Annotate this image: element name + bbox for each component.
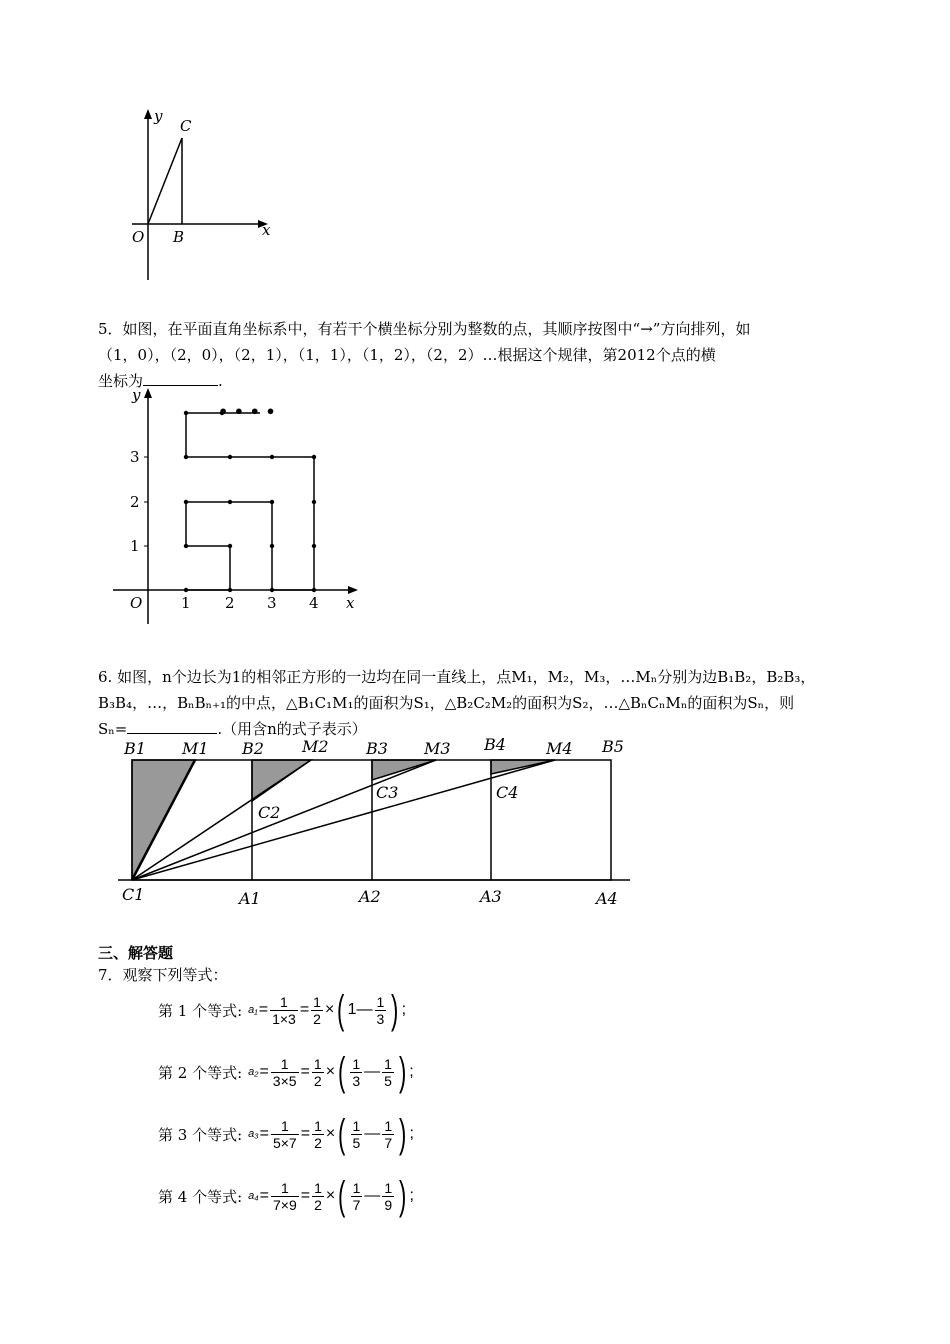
q6-line1: [98, 664, 815, 690]
denominator: 5: [384, 1072, 392, 1089]
fig1-b-label: B: [173, 228, 185, 246]
minus-sign: —: [364, 1063, 381, 1080]
fig1-x-label: x: [262, 221, 271, 239]
close-paren: ): [399, 1174, 407, 1218]
fraction: [312, 1180, 324, 1213]
fraction: [270, 994, 298, 1027]
q7-intro: 7．观察下列等式：: [98, 966, 228, 984]
equation-var: a₃: [248, 1128, 259, 1140]
section-title: 三、解答题: [98, 944, 174, 962]
equation-label: 第 1 个等式:: [158, 1001, 243, 1020]
denominator: 3×5: [272, 1072, 297, 1089]
semicolon: ;: [409, 1187, 414, 1204]
numerator: 1: [384, 1055, 392, 1072]
fig2-xtick-3: 3: [267, 594, 277, 612]
fig3-label-b2: B2: [242, 739, 264, 758]
fig3-label-c3: C3: [376, 783, 399, 802]
numerator: 1: [280, 1117, 289, 1134]
fig2-x-label: x: [346, 594, 355, 612]
semicolon: ;: [409, 1125, 414, 1142]
denominator: 7: [384, 1134, 393, 1151]
fig2-ytick-3: 3: [130, 448, 140, 466]
semicolon: ;: [409, 1063, 414, 1080]
fraction: [271, 1180, 299, 1213]
numerator: 1: [352, 1117, 361, 1134]
numerator: 1: [352, 1055, 361, 1072]
fig3-label-b5: B5: [602, 737, 624, 756]
numerator: 1: [313, 1055, 322, 1072]
fig2-ytick-2: 2: [130, 493, 140, 511]
fig3-label-b3: B3: [366, 739, 388, 758]
fig2-xtick-4: 4: [309, 594, 319, 612]
q6-line2: [98, 690, 794, 716]
q6-text-2: B₃B₄，…，BₙBₙ₊₁的中点，△B₁C₁M₁的面积为S₁，△B₂C₂M₂的面积为S₂，…△BₙCₙMₙ的面积为Sₙ，则: [98, 694, 795, 712]
denominator: 7×9: [273, 1196, 297, 1213]
open-paren: (: [338, 1174, 346, 1218]
q5-line2: [98, 342, 716, 368]
times-sign: ×: [324, 1001, 335, 1018]
fig3-label-a4: A4: [596, 889, 618, 908]
close-paren: ): [391, 988, 399, 1032]
open-paren: (: [338, 1112, 346, 1156]
fig3-label-a2: A2: [359, 887, 381, 906]
fraction: [351, 1118, 363, 1151]
times-sign: ×: [325, 1063, 336, 1080]
fig3-label-a1: A1: [239, 889, 261, 908]
numerator: 1: [280, 1055, 289, 1072]
equation-var: a₁: [248, 1004, 258, 1016]
fraction: [312, 1056, 324, 1089]
figure-squares: [118, 734, 638, 914]
equals-sign: =: [299, 1001, 310, 1018]
q5-line1: [98, 316, 750, 342]
numerator: 1: [376, 993, 385, 1010]
q5-text-1: 5．如图，在平面直角坐标系中，有若干个横坐标分别为整数的点，其顺序按图中“→”方向排列，如: [98, 320, 751, 338]
numerator: 1: [384, 1117, 393, 1134]
q6-answer-blank[interactable]: [127, 717, 217, 734]
equation-var: a₄: [248, 1190, 259, 1202]
equals-sign: =: [259, 1063, 269, 1080]
denominator: 7: [352, 1196, 361, 1213]
equation-3: [158, 1114, 414, 1154]
fig3-label-b1: B1: [124, 739, 146, 758]
minus-sign: —: [364, 1125, 381, 1142]
denominator: 9: [384, 1196, 393, 1213]
open-paren: (: [338, 1050, 346, 1094]
close-paren: ): [399, 1112, 407, 1156]
semicolon: ;: [401, 1001, 407, 1018]
denominator: 5: [352, 1134, 361, 1151]
q5-text-3: 坐标为: [98, 372, 144, 390]
equals-sign: =: [259, 1125, 269, 1142]
lead-term: 1: [347, 1001, 357, 1018]
fig3-label-c1: C1: [122, 885, 145, 904]
fig2-xtick-1: 1: [181, 594, 191, 612]
fig3-label-c4: C4: [496, 783, 519, 802]
minus-sign: —: [356, 1001, 373, 1018]
fig2-ytick-1: 1: [130, 537, 140, 555]
equals-sign: =: [300, 1125, 311, 1142]
numerator: 1: [352, 1179, 361, 1196]
fraction: [311, 994, 323, 1027]
denominator: 3: [376, 1010, 385, 1027]
fraction: [351, 1180, 363, 1213]
fig3-label-m4: M4: [546, 739, 573, 758]
equation-4: [158, 1176, 414, 1216]
fig2-y-label: y: [132, 386, 141, 404]
fraction: [382, 1056, 394, 1089]
fig1-o-label: O: [132, 228, 145, 246]
denominator: 2: [314, 1196, 322, 1213]
figure-triangle-axes: [120, 105, 280, 285]
fig3-label-a3: A3: [480, 887, 502, 906]
denominator: 5×7: [272, 1134, 297, 1151]
numerator: 1: [280, 1179, 289, 1196]
denominator: 1×3: [272, 1010, 296, 1027]
fig3-label-c2: C2: [258, 803, 281, 822]
numerator: 1: [280, 993, 288, 1010]
numerator: 1: [314, 1179, 322, 1196]
fig1-y-label: y: [154, 107, 163, 125]
fraction: [271, 1056, 299, 1089]
equation-1: [158, 990, 406, 1030]
denominator: 2: [313, 1010, 321, 1027]
fig3-label-m3: M3: [424, 739, 451, 758]
equals-sign: =: [259, 1187, 270, 1204]
figure-point-path: [108, 384, 368, 634]
numerator: 1: [313, 993, 321, 1010]
fraction: [312, 1118, 324, 1151]
fig1-c-label: C: [180, 117, 192, 135]
denominator: 3: [352, 1072, 361, 1089]
equation-var: a₂: [248, 1066, 259, 1078]
numerator: 1: [384, 1179, 393, 1196]
numerator: 1: [314, 1117, 322, 1134]
equation-label: 第 2 个等式:: [158, 1063, 243, 1082]
equation-label: 第 4 个等式:: [158, 1187, 243, 1206]
equation-2: [158, 1052, 414, 1092]
fig2-o-label: O: [130, 594, 143, 612]
q6-text-3-end: .（用含n的式子表示）: [217, 720, 367, 738]
denominator: 2: [313, 1072, 322, 1089]
q5-text-3-end: .: [218, 372, 223, 390]
fig3-label-b4: B4: [484, 735, 506, 754]
equation-label: 第 3 个等式:: [158, 1125, 243, 1144]
q5-text-2: （1，0），（2，0），（2，1），（1，1），（1，2），（2，2）…根据这个规律，第2012个点的横: [98, 346, 716, 364]
equals-sign: =: [300, 1063, 310, 1080]
fraction: [375, 994, 387, 1027]
open-paren: (: [337, 988, 345, 1032]
fig2-xtick-2: 2: [225, 594, 235, 612]
times-sign: ×: [325, 1125, 336, 1142]
equals-sign: =: [300, 1187, 311, 1204]
fraction: [271, 1118, 299, 1151]
equals-sign: =: [258, 1001, 269, 1018]
denominator: 2: [314, 1134, 322, 1151]
fraction: [382, 1118, 394, 1151]
q6-text-1: 6. 如图，n个边长为1的相邻正方形的一边均在同一直线上，点M₁，M₂，M₃，…Mₙ分别为边B₁B₂，B₂B₃，: [98, 668, 816, 686]
minus-sign: —: [364, 1187, 381, 1204]
fig3-label-m1: M1: [182, 739, 209, 758]
fig3-label-m2: M2: [302, 737, 329, 756]
fig2-continuation-dots: • • • •: [218, 402, 276, 421]
close-paren: ): [398, 1050, 407, 1094]
fraction: [350, 1056, 362, 1089]
fraction: [382, 1180, 394, 1213]
q6-text-3: Sₙ=: [98, 720, 128, 738]
times-sign: ×: [325, 1187, 336, 1204]
